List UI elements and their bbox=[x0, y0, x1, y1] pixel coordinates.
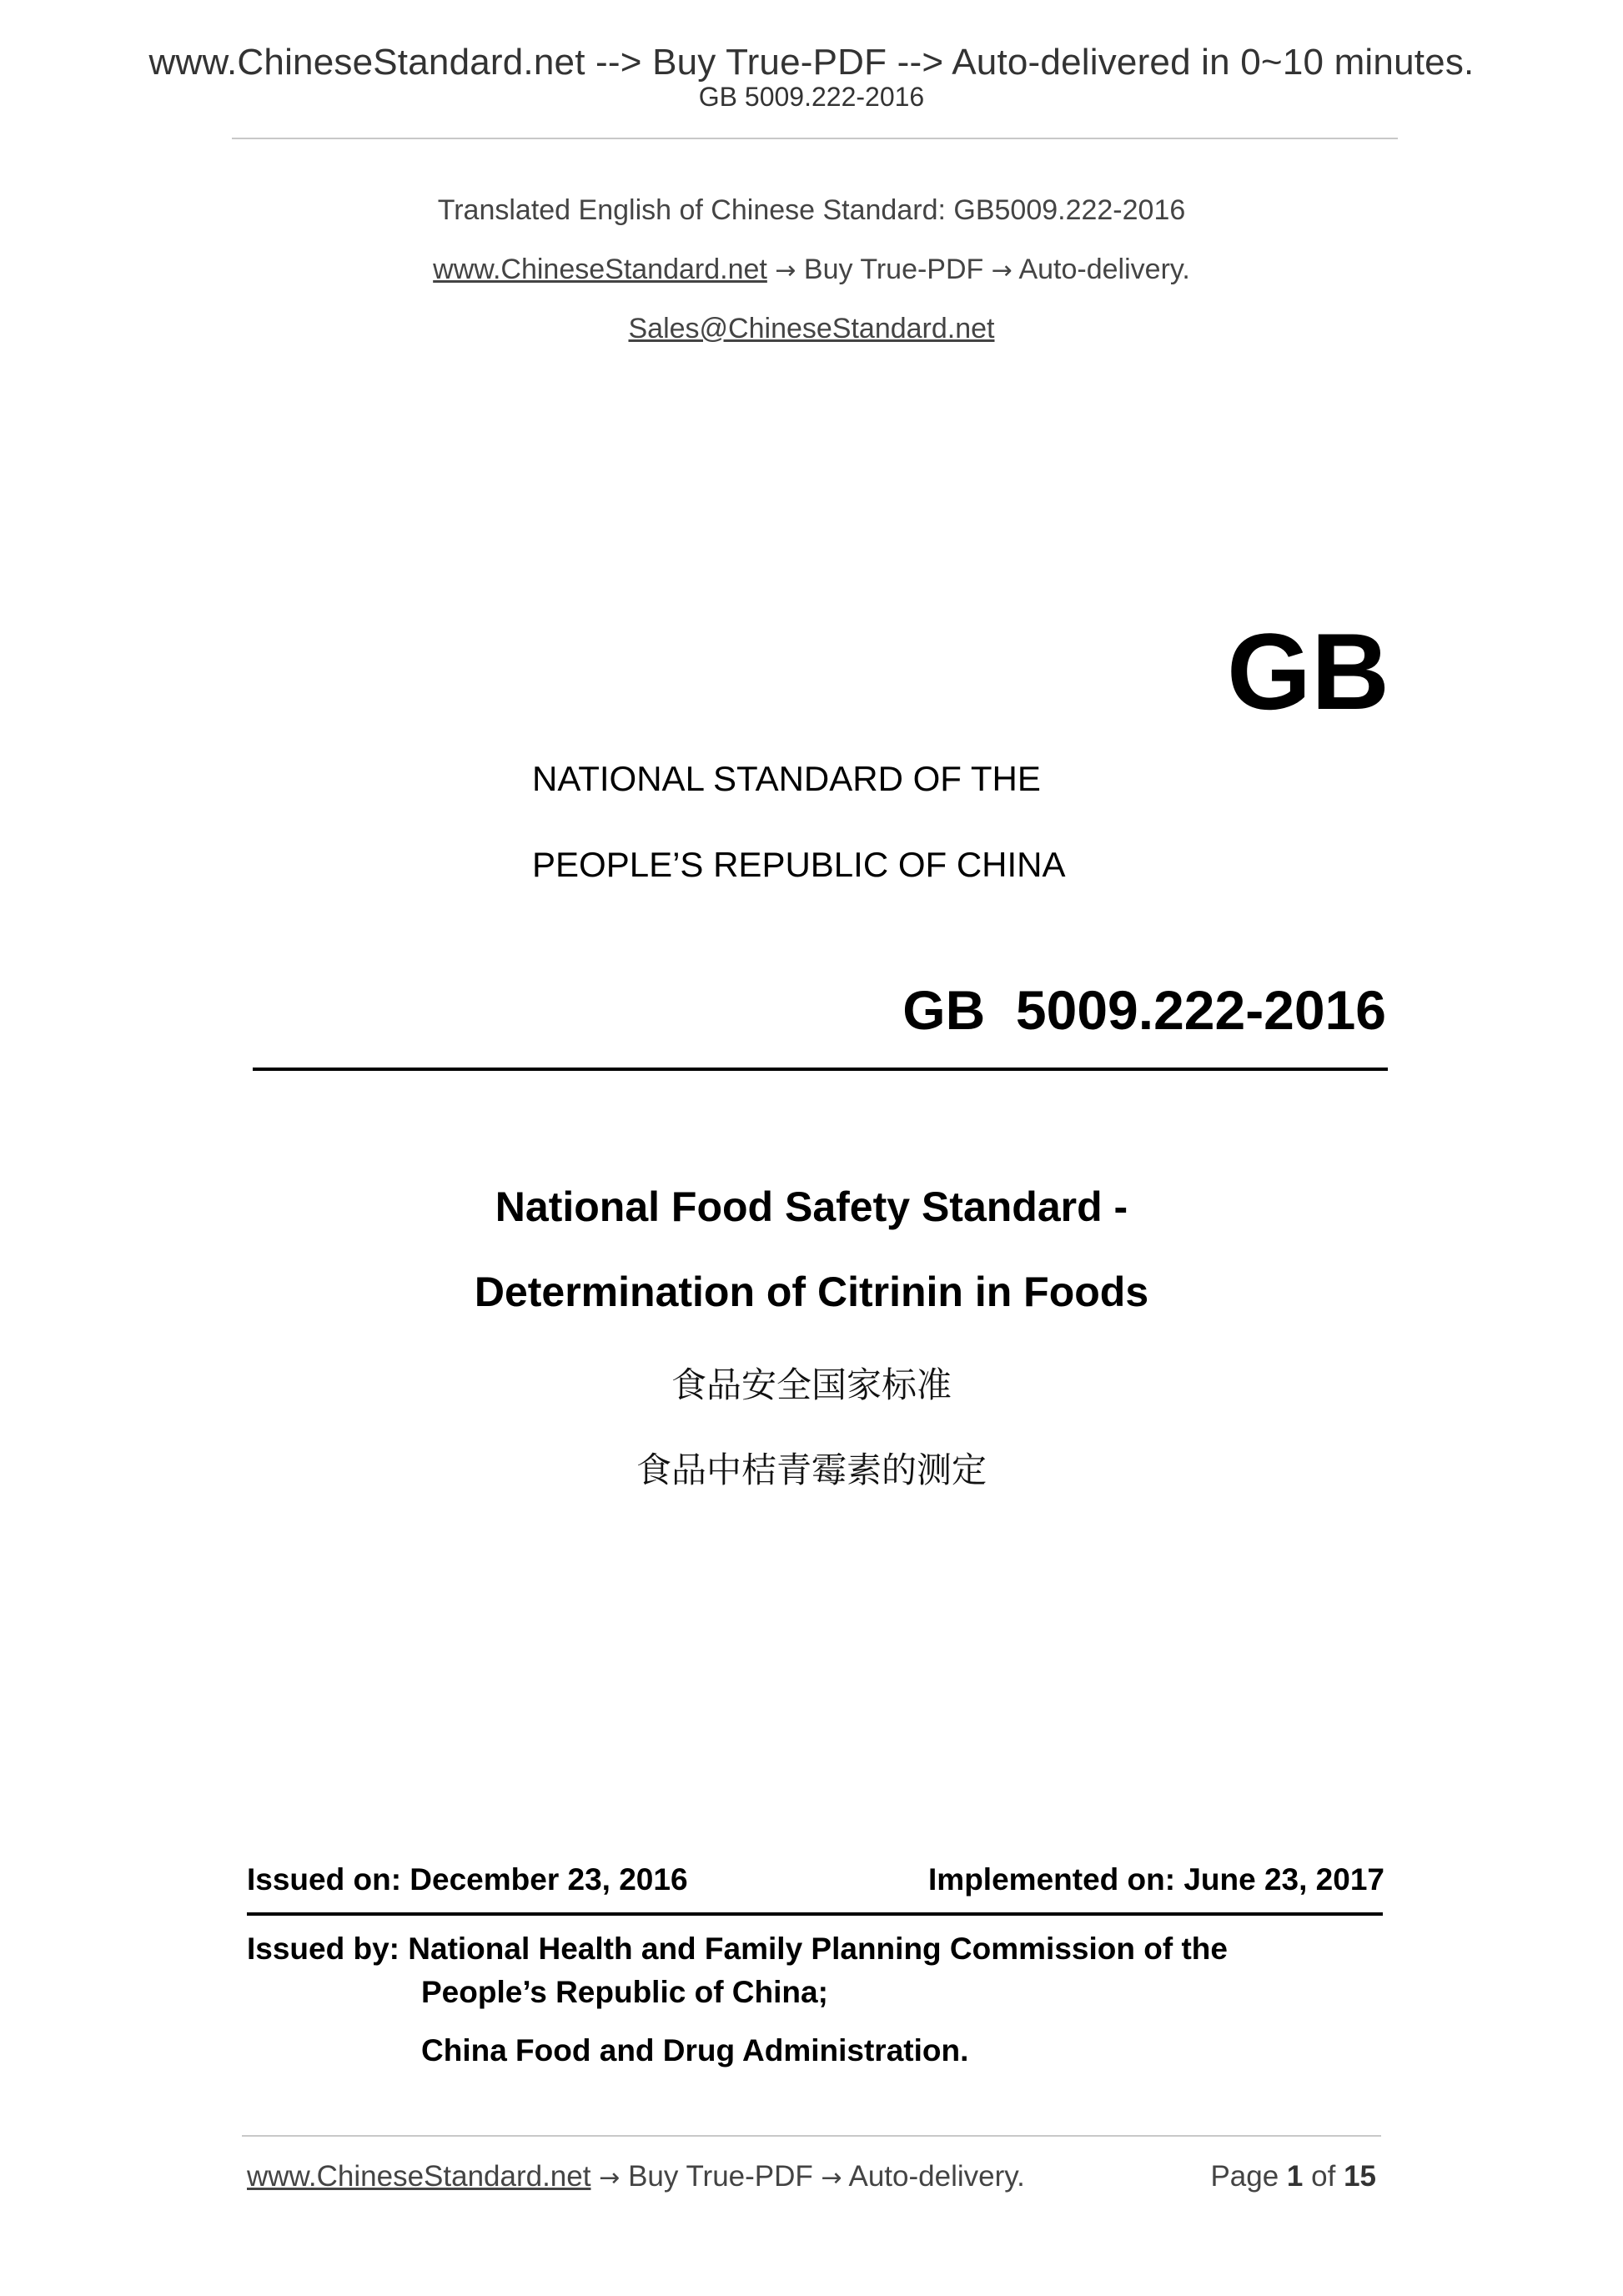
issued-date: Issued on: December 23, 2016 bbox=[247, 1862, 688, 1897]
title-zh-line1: 食品安全国家标准 bbox=[671, 1364, 952, 1405]
footer-purchase-line bbox=[247, 2160, 1025, 2193]
page-counter bbox=[1210, 2160, 1376, 2193]
of-label: of bbox=[1311, 2160, 1336, 2193]
implemented-date: Implemented on: June 23, 2017 bbox=[928, 1862, 1384, 1897]
page-number: 1 bbox=[1286, 2160, 1304, 2193]
arrow-right-icon: → bbox=[775, 256, 796, 285]
arrow-right-icon: → bbox=[991, 256, 1012, 285]
title-line2: Determination of Citrinin in Foods bbox=[474, 1269, 1149, 1315]
gb-mark: GB bbox=[1227, 610, 1389, 732]
arrow-right-icon: → bbox=[599, 2163, 621, 2193]
title-line1: National Food Safety Standard - bbox=[495, 1183, 1128, 1230]
title-zh-line2: 食品中桔青霉素的测定 bbox=[636, 1449, 987, 1490]
email-line bbox=[0, 313, 1623, 345]
site-link[interactable]: www.ChineseStandard.net bbox=[433, 254, 767, 285]
page-label: Page bbox=[1210, 2160, 1279, 2193]
issued-by-line1: Issued by: National Health and Family Planning Commission of the bbox=[247, 1932, 1228, 1966]
auto-delivery-text: Auto-delivery. bbox=[1018, 254, 1190, 285]
code-divider bbox=[253, 1068, 1388, 1071]
page-total: 15 bbox=[1344, 2160, 1376, 2193]
footer-buy-text: Buy True-PDF bbox=[628, 2160, 813, 2193]
purchase-line bbox=[0, 254, 1623, 286]
translation-note: Translated English of Chinese Standard: GB5009.222-2016 bbox=[437, 194, 1186, 226]
arrow-right-icon: → bbox=[821, 2163, 842, 2193]
buy-true-pdf-text: Buy True-PDF bbox=[803, 254, 984, 285]
sales-email-link[interactable]: Sales@ChineseStandard.net bbox=[628, 313, 995, 344]
header-divider bbox=[232, 138, 1398, 139]
issued-by-line2: People’s Republic of China; bbox=[421, 1975, 828, 2009]
header-standard-code: GB 5009.222-2016 bbox=[698, 82, 925, 112]
footer-divider bbox=[242, 2135, 1381, 2137]
dates-divider bbox=[247, 1912, 1383, 1916]
footer-delivery-text: Auto-delivery. bbox=[848, 2160, 1025, 2193]
national-standard-line1: NATIONAL STANDARD OF THE bbox=[532, 759, 1041, 798]
top-banner: www.ChineseStandard.net --> Buy True-PDF --> Auto-delivered in 0~10 minutes. bbox=[148, 42, 1475, 83]
issued-by-line3: China Food and Drug Administration. bbox=[421, 2033, 969, 2067]
footer-site-link[interactable]: www.ChineseStandard.net bbox=[247, 2160, 591, 2193]
national-standard-line2: PEOPLE’S REPUBLIC OF CHINA bbox=[532, 845, 1066, 884]
standard-code: GB 5009.222-2016 bbox=[902, 979, 1386, 1041]
